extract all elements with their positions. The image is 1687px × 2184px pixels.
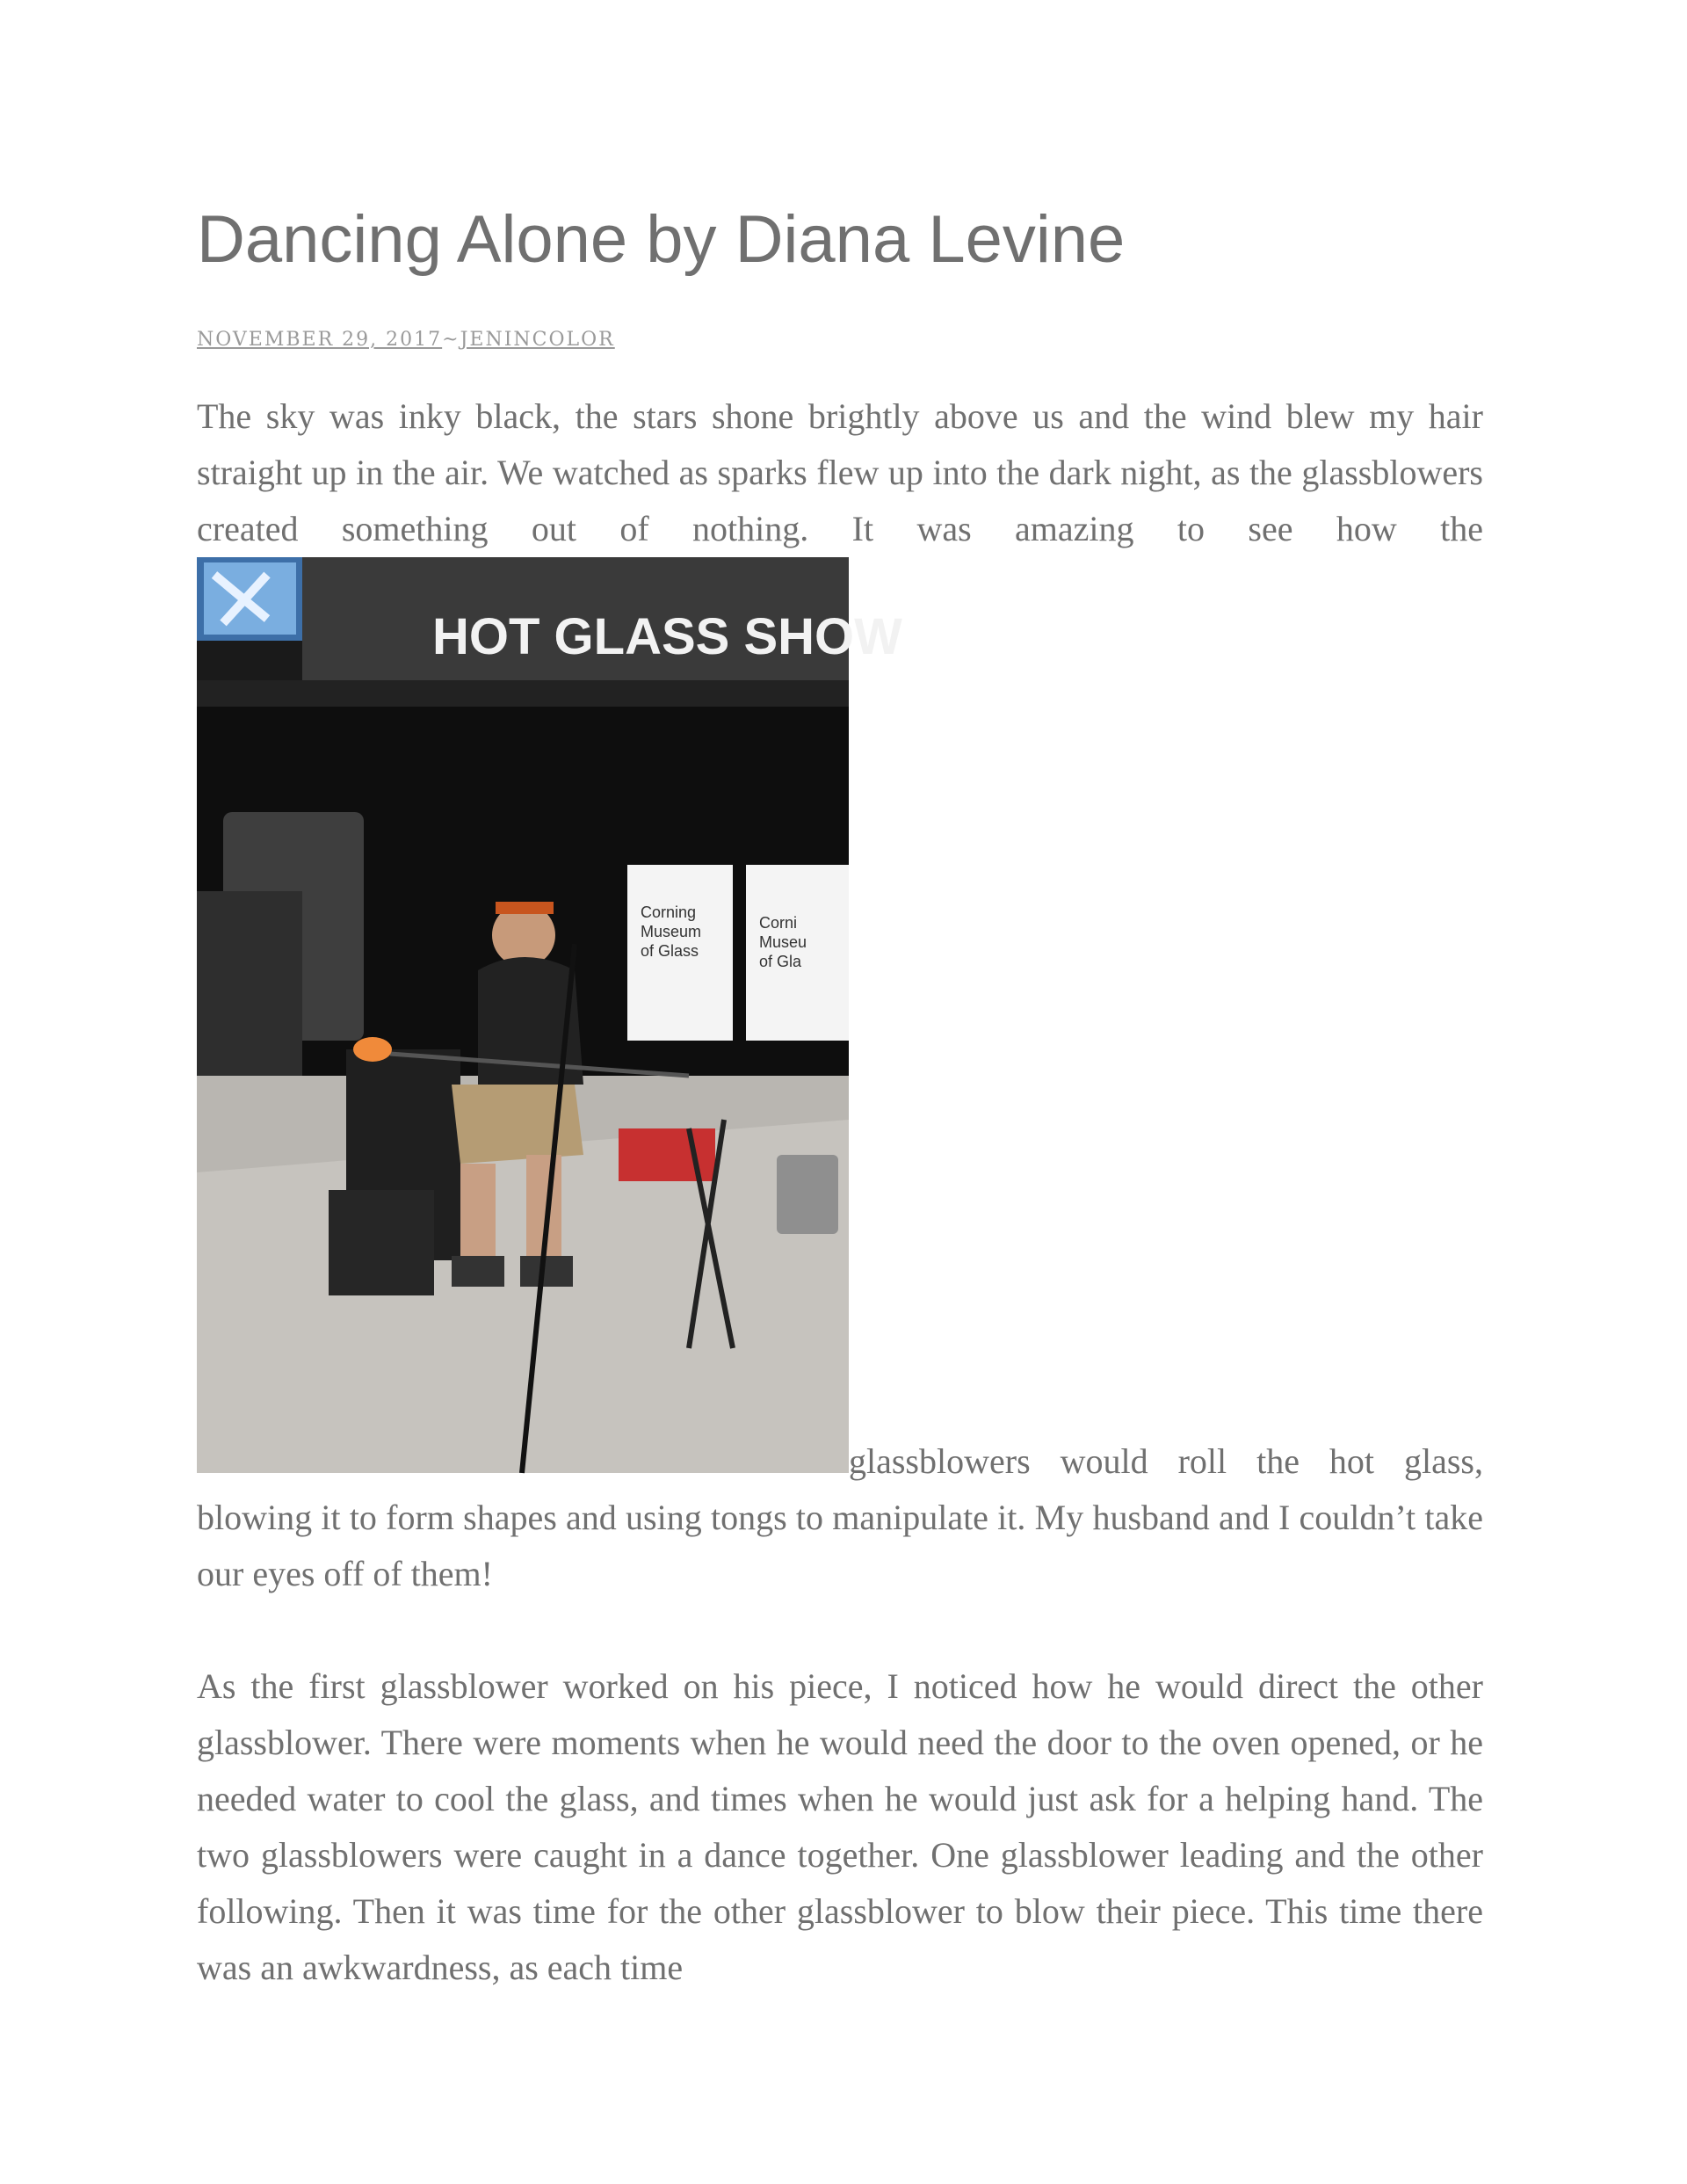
post-meta <box>197 329 615 351</box>
paragraph-2: As the first glassblower worked on his piece, I noticed how he would direct the other glassblower. There were moments when he would need the door to the oven opened, or he needed water to cool the glass, and times when he would just ask for a helping hand. The two glassblowers were caught in a dance together. One glassblower leading and the other following. Then it was time for the other glassblower to blow their piece. This time there was an awkwardness, as each time <box>197 1666 1483 1987</box>
meta-separator: ~ <box>442 329 460 351</box>
post-author-link[interactable]: JENINCOLOR <box>460 329 615 351</box>
paragraph-1-text-after: glassblowers would roll the hot glass, blowing it to form shapes and using tongs to manipulate it. My husband and I couldn’t take our eyes off of them! <box>197 1441 1483 1593</box>
photo-board-1-line-2: Museum <box>641 923 702 940</box>
paragraph-1-text-before: The sky was inky black, the stars shone brightly above us and the wind blew my hair straight up in the air. We watched as sparks flew up into the dark night, as the glassblowers created something out of nothing. It was amazing to see how the <box>197 396 1483 548</box>
photo-illustration <box>197 557 902 1473</box>
photo-sign-text: HOT GLASS SHOW <box>432 608 902 665</box>
post-body <box>197 388 1483 2052</box>
post-title: Dancing Alone by Diana Levine <box>197 202 1126 277</box>
photo-board-2-line-3: of Gla <box>759 953 802 970</box>
hot-glass-show-photo <box>197 557 902 1473</box>
photo-board-2-line-2: Museu <box>759 933 807 951</box>
paragraph-1 <box>197 388 1483 1602</box>
photo-board-1-line-3: of Glass <box>641 942 699 960</box>
photo-board-2-line-1: Corni <box>759 914 798 932</box>
post-date-link[interactable]: NOVEMBER 29, 2017 <box>197 329 443 351</box>
photo-board-1-line-1: Corning <box>641 903 697 921</box>
